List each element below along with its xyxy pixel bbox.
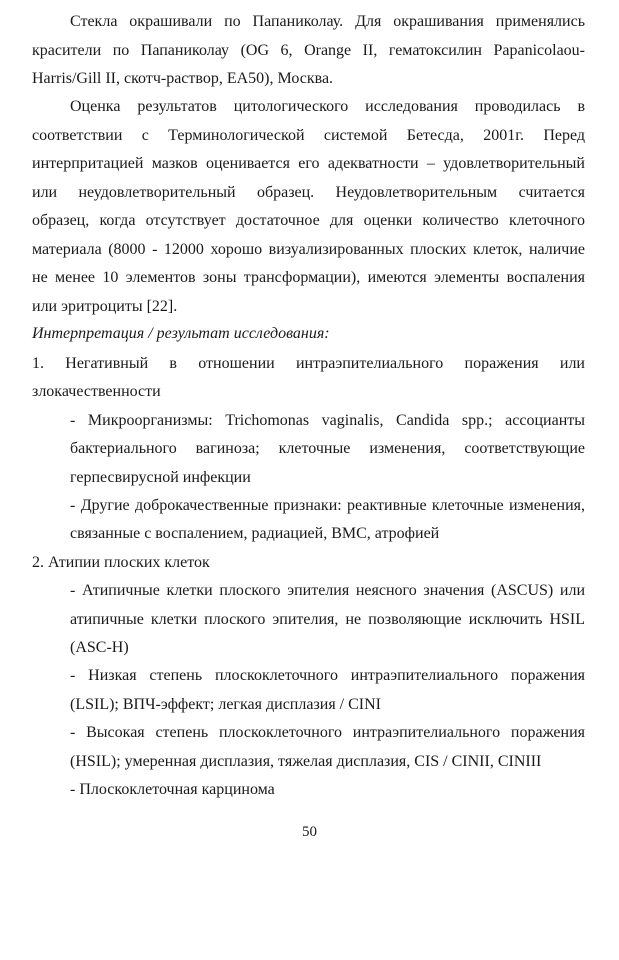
paragraph-line: Стекла окрашивали по Папаниколау. Для окрашивания применялись <box>70 13 585 30</box>
list-item: злокачественности <box>32 383 161 400</box>
list-subitem: - Высокая степень плоскоклеточного интраэпителиального поражения <box>70 724 585 741</box>
list-subitem: (ASC-H) <box>70 639 129 656</box>
list-subitem: - Другие доброкачественные признаки: реактивные клеточные изменения, <box>70 497 585 514</box>
list-item: 1. Негативный в отношении интраэпителиального поражения или <box>32 355 585 372</box>
section-heading: Интерпретация / результат исследования: <box>32 325 330 342</box>
list-subitem: атипичные клетки плоского эпителия, не позволяющие исключить HSIL <box>70 611 585 628</box>
paragraph-line: интерпритацией мазков оценивается его адекватности – удовлетворительный <box>32 155 585 172</box>
list-subitem: - Плоскоклеточная карцинома <box>70 781 275 798</box>
list-subitem: связанные с воспалением, радиацией, ВМС, атрофией <box>70 525 440 542</box>
paragraph-line: материала (8000 - 12000 хорошо визуализированных плоских клеток, наличие <box>32 241 585 258</box>
list-subitem: (HSIL); умеренная дисплазия, тяжелая дисплазия, CIS / CINII, CINIII <box>70 753 542 770</box>
paragraph-line: красители по Папаниколау (OG 6, Orange II, гематоксилин Papanicolaou- <box>32 42 585 59</box>
paragraph-line: Harris/Gill II, скотч-раствор, EA50), Москва. <box>32 70 334 87</box>
paragraph-line: образец, когда отсутствует достаточное для оценки количество клеточного <box>32 212 585 229</box>
list-item: 2. Атипии плоских клеток <box>32 554 210 571</box>
list-subitem: - Атипичные клетки плоского эпителия неясного значения (ASCUS) или <box>70 582 585 599</box>
paragraph-line: или неудовлетворительный образец. Неудовлетворительным считается <box>32 184 585 201</box>
list-subitem: герпесвирусной инфекции <box>70 469 251 486</box>
list-subitem: - Микроорганизмы: Trichomonas vaginalis, Candida spp.; ассоцианты <box>70 412 585 429</box>
paragraph-line: Оценка результатов цитологического исследования проводилась в <box>70 98 585 115</box>
paragraph-line: соответствии с Терминологической системой Бетесда, 2001г. Перед <box>32 127 585 144</box>
list-subitem: - Низкая степень плоскоклеточного интраэпителиального поражения <box>70 667 585 684</box>
list-subitem: (LSIL); ВПЧ-эффект; легкая дисплазия / CINI <box>70 696 382 713</box>
page-number: 50 <box>302 824 317 840</box>
list-subitem: бактериального вагиноза; клеточные изменения, соответствующие <box>70 440 585 457</box>
paragraph-line: или эритроциты [22]. <box>32 298 178 315</box>
paragraph-line: не менее 10 элементов зоны трансформации), имеются элементы воспаления <box>32 269 585 286</box>
